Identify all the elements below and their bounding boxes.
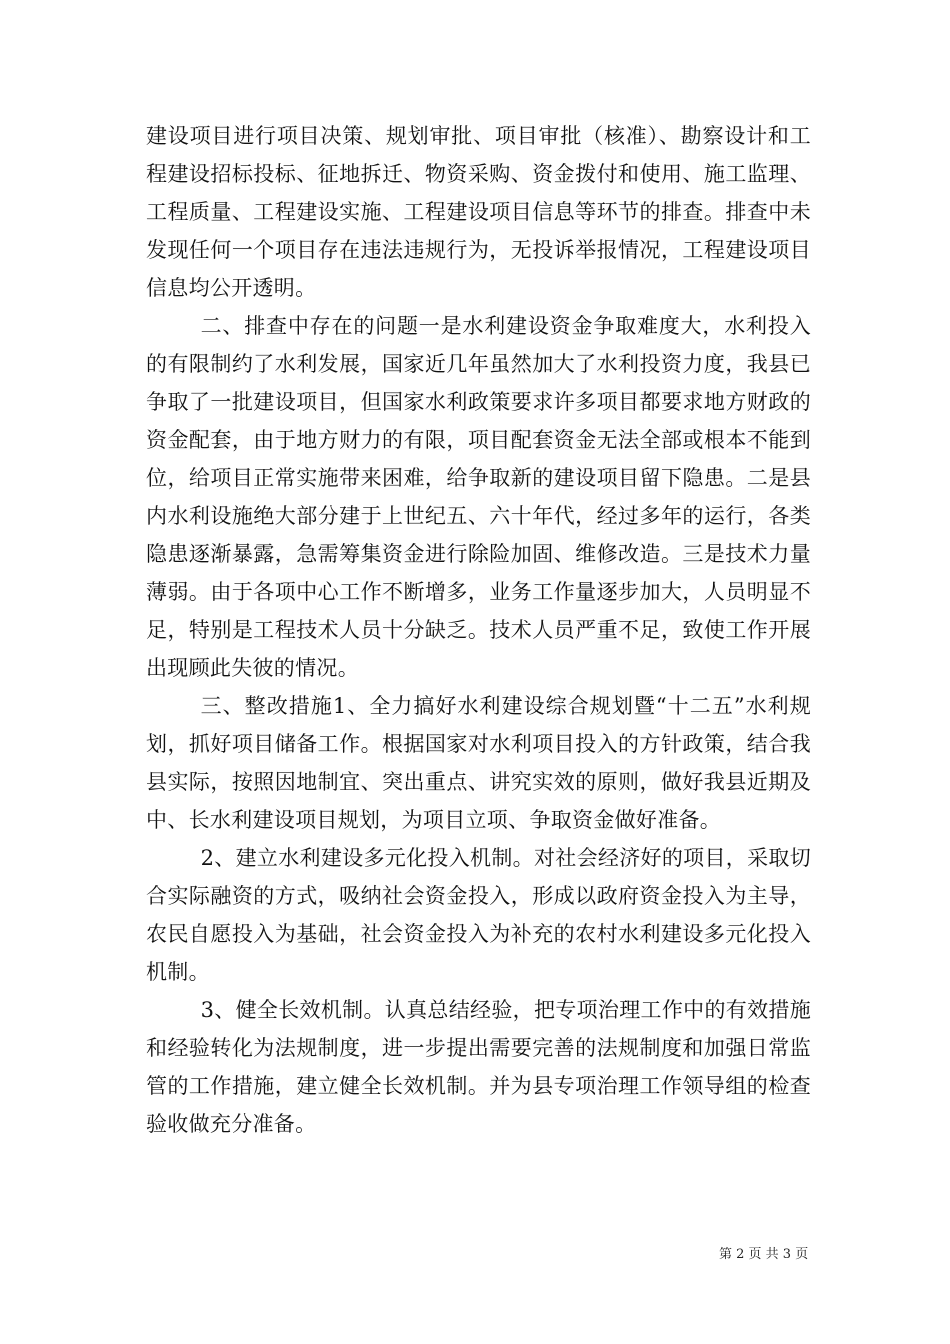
paragraph-measure-2: 2、建立水利建设多元化投入机制。对社会经济好的项目，采取切合实际融资的方式，吸纳社会资金投入，形成以政府资金投入为主导，农民自愿投入为基础，社会资金投入为补充的农村水利建设多元化投入机制。 xyxy=(146,846,811,984)
paragraph-measures: 三、整改措施1、全力搞好水利建设综合规划暨“十二五”水利规划，抓好项目储备工作。根据国家对水利项目投入的方针政策，结合我县实际，按照因地制宜、突出重点、讲究实效的原则，做好我县近期及中、长水利建设项目规划，为项目立项、争取资金做好准备。 xyxy=(146,694,811,832)
paragraph-continued: 建设项目进行项目决策、规划审批、项目审批（核准）、勘察设计和工程建设招标投标、征地拆迁、物资采购、资金拨付和使用、施工监理、工程质量、工程建设实施、工程建设项目信息等环节的排查。排查中未发现任何一个项目存在违法违规行为，无投诉举报情况，工程建设项目信息均公开透明。 xyxy=(146,124,811,300)
page-number: 第 2 页 共 3 页 xyxy=(719,1247,809,1262)
paragraph-problems: 二、排查中存在的问题一是水利建设资金争取难度大，水利投入的有限制约了水利发展，国家近几年虽然加大了水利投资力度，我县已争取了一批建设项目，但国家水利政策要求许多项目都要求地方财政的资金配套，由于地方财力的有限，项目配套资金无法全部或根本不能到位，给项目正常实施带来困难，给争取新的建设项目留下隐患。二是县内水利设施绝大部分建于上世纪五、六十年代，经过多年的运行，各类隐患逐渐暴露，急需筹集资金进行除险加固、维修改造。三是技术力量薄弱。由于各项中心工作不断增多，业务工作量逐步加大，人员明显不足，特别是工程技术人员十分缺乏。技术人员严重不足，致使工作开展出现顾此失彼的情况。 xyxy=(146,314,811,680)
paragraph-measure-3: 3、健全长效机制。认真总结经验，把专项治理工作中的有效措施和经验转化为法规制度，进一步提出需要完善的法规制度和加强日常监管的工作措施，建立健全长效机制。并为县专项治理工作领导组的检查验收做充分准备。 xyxy=(146,998,811,1136)
document-body xyxy=(146,117,811,1143)
